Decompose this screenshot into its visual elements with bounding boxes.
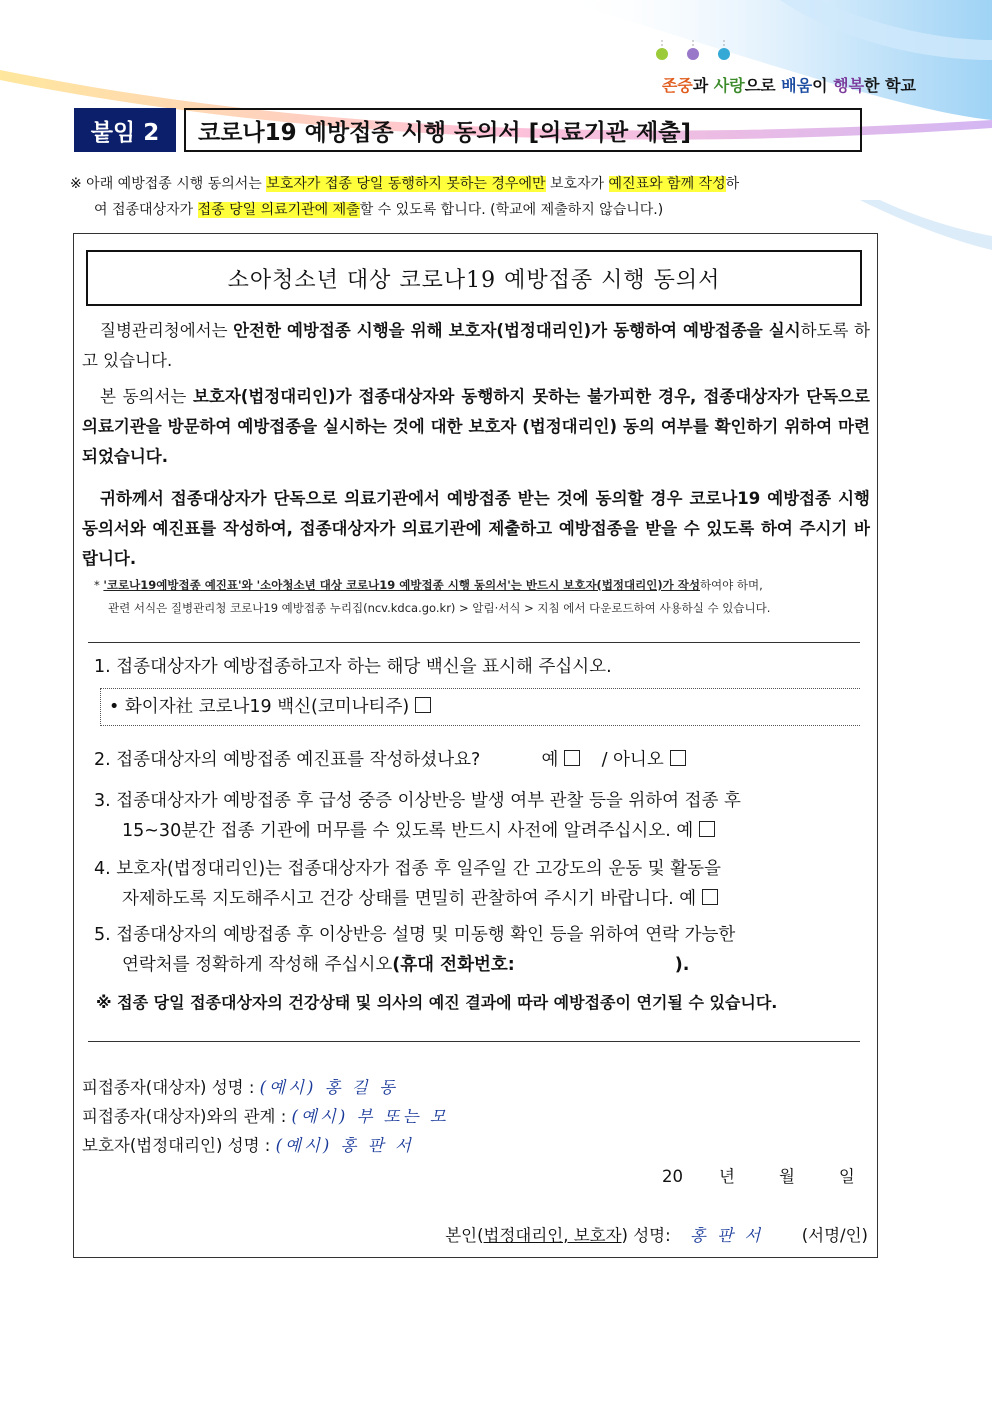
decorative-dots-icon [652,40,742,64]
postpone-warning: ※ 접종 당일 접종대상자의 건강상태 및 의사의 예진 결과에 따라 예방접종이 연기될 수 있습니다. [96,993,778,1012]
relation-row: 피접종자(대상자)와의 관계 : (예시) 부 또는 모 [82,1107,449,1126]
signature-line: 본인(법정대리인, 보호자) 성명: 홍 판 서 (서명/인) [445,1226,868,1245]
form-title: 소아청소년 대상 코로나19 예방접종 시행 동의서 [86,250,862,306]
subject-name-row: 피접종자(대상자) 성명 : (예시) 홍 길 동 [82,1078,398,1097]
question-2: 2. 접종대상자의 예방접종 예진표를 작성하셨나요? 예 / 아니오 [94,745,856,775]
paragraph-2: 본 동의서는 보호자(법정대리인)가 접종대상자와 동행하지 못하는 불가피한 경우, 접종대상자가 단독으로 의료기관을 방문하여 예방접종을 실시하는 것에 대한 보호자 (법정대리인) 동의 여부를 확인하기 위하여 마련되었습니다. [82,387,870,466]
q3-yes-checkbox[interactable] [699,821,715,837]
notice: ※ 아래 예방접종 시행 동의서는 보호자가 접종 당일 동행하지 못하는 경우에만 보호자가 예진표와 함께 작성하 여 접종대상자가 접종 당일 의료기관에 제출할 수 있도록 합니다. (학교에 제출하지 않습니다.) [70,176,740,218]
form-note: * '코로나19예방접종 예진표'와 '소아청소년 대상 코로나19 예방접종 시행 동의서'는 반드시 보호자(법정대리인)가 작성하여야 하며, 관련 서식은 질병관리청 코로나19 예방접종 누리집(ncv.kdca.go.kr) > 알림·서식 > 지침 에서 다운로드하여 사용하실 수 있습니다. [94,578,771,615]
vaccine-checkbox[interactable] [415,697,431,713]
vaccine-option: • 화이자社 코로나19 백신(코미나티주) [100,688,860,726]
paragraph-3: 귀하께서 접종대상자가 단독으로 의료기관에서 예방접종 받는 것에 동의할 경우 코로나19 예방접종 시행 동의서와 예진표를 작성하여, 접종대상자가 의료기관에 제출하고 예방접종을 받을 수 있도록 하여 주시기 바랍니다. [82,489,870,568]
question-3: 3. 접종대상자가 예방접종 후 급성 중증 이상반응 발생 여부 관찰 등을 위하여 접종 후 15~30분간 접종 기관에 머무를 수 있도록 반드시 사전에 알려주십시오. 예 [94,791,741,841]
school-motto: 존중과 사랑으로 배움이 행복한 학교 [661,76,916,95]
signer-name: 홍 판 서 [689,1226,764,1245]
page-title: 코로나19 예방접종 시행 동의서 [의료기관 제출] [184,108,862,152]
question-5: 5. 접종대상자의 예방접종 후 이상반응 설명 및 미동행 확인 등을 위하여 연락 가능한 연락처를 정확하게 작성해 주십시오(휴대 전화번호: ). [94,925,736,975]
attachment-badge: 붙임 2 [74,108,176,152]
guardian-name-row: 보호자(법정대리인) 성명 : (예시) 홍 판 서 [82,1136,414,1155]
sign-stamp-area[interactable]: (서명/인) [801,1226,868,1245]
q2-yes-checkbox[interactable] [564,750,580,766]
divider [88,1041,860,1042]
date-row: 20 년 월 일 [662,1167,855,1186]
paragraph-1: 질병관리청에서는 안전한 예방접종 시행을 위해 보호자(법정대리인)가 동행하여 예방접종을 실시하도록 하고 있습니다. [82,321,870,370]
q2-no-checkbox[interactable] [670,750,686,766]
question-4: 4. 보호자(법정대리인)는 접종대상자가 접종 후 일주일 간 고강도의 운동 및 활동을 자제하도록 지도해주시고 건강 상태를 면밀히 관찰하여 주시기 바랍니다. 예 [94,859,721,909]
divider [88,642,860,643]
q4-yes-checkbox[interactable] [702,889,718,905]
question-1: 1. 접종대상자가 예방접종하고자 하는 해당 백신을 표시해 주십시오. [94,657,612,677]
